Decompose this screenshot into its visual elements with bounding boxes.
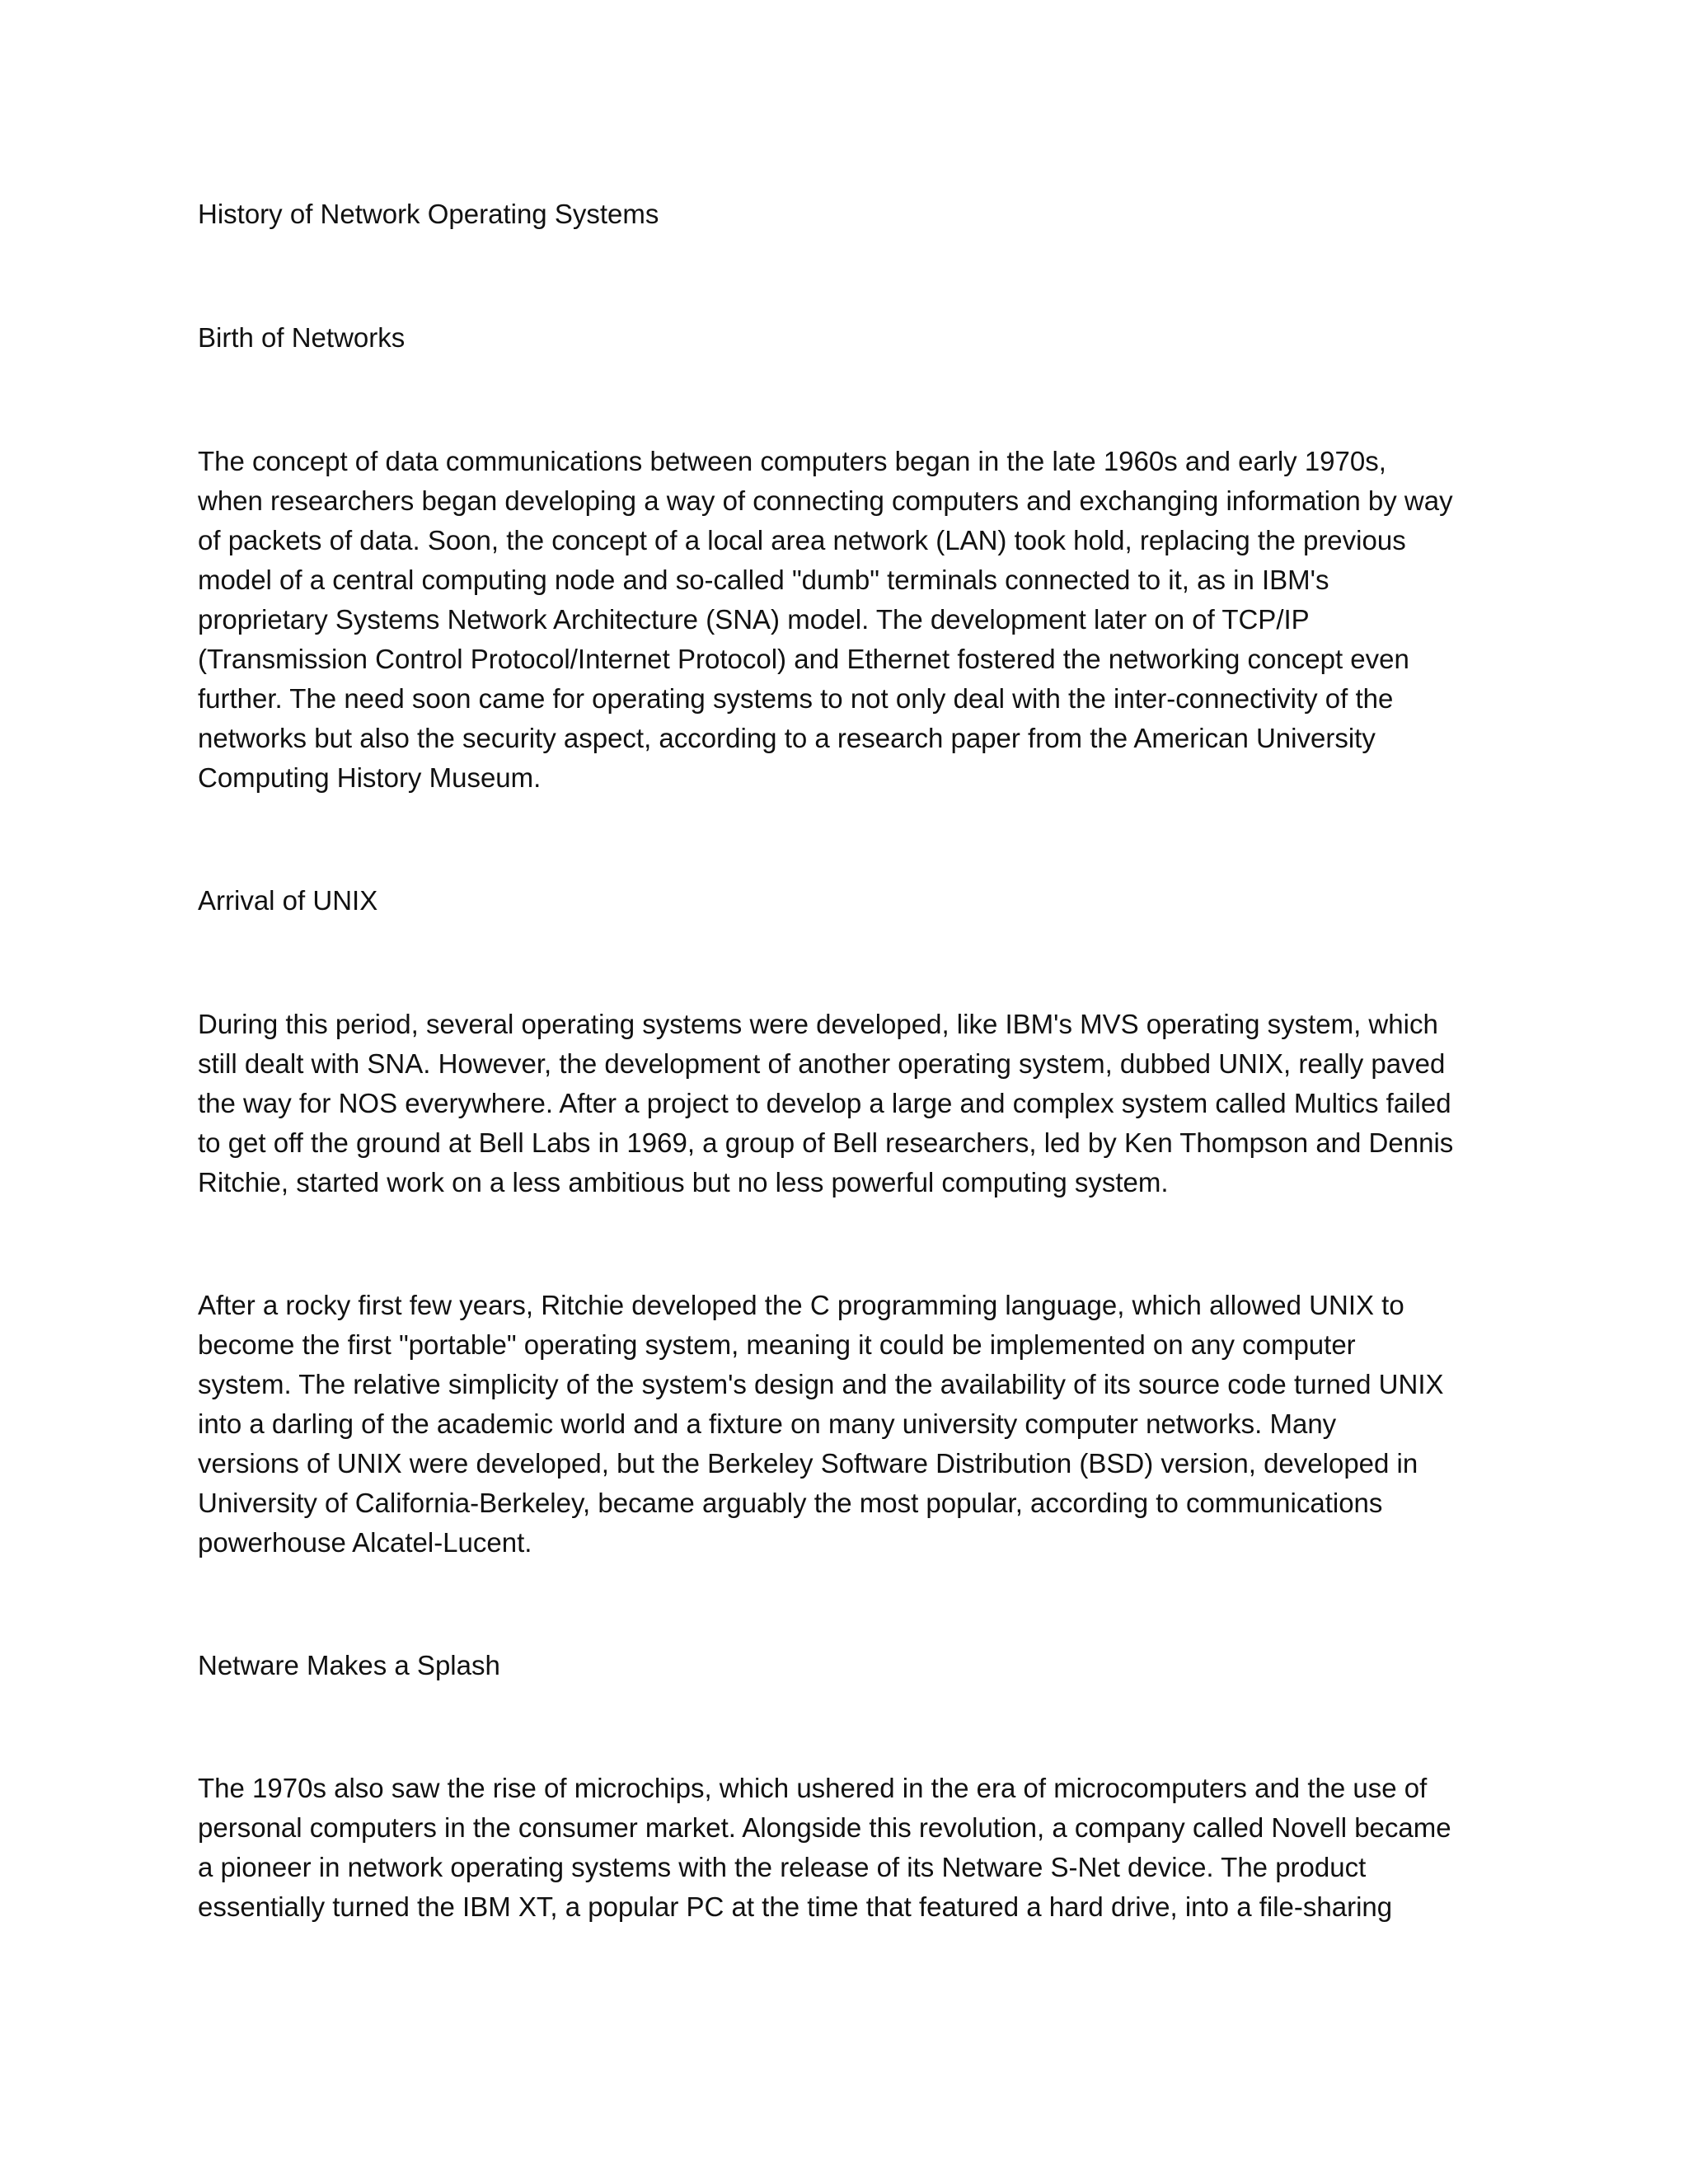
paragraph-line: Computing History Museum. bbox=[198, 762, 542, 793]
paragraph-line: networks but also the security aspect, according to a research paper from the American University bbox=[198, 723, 1376, 753]
paragraph-line: After a rocky first few years, Ritchie developed the C programming language, which allowed UNIX to bbox=[198, 1290, 1404, 1320]
paragraph-line: powerhouse Alcatel-Lucent. bbox=[198, 1527, 532, 1558]
paragraph-line: The 1970s also saw the rise of microchips, which ushered in the era of microcomputers and the use of bbox=[198, 1773, 1428, 1803]
paragraph-line: The concept of data communications between computers began in the late 1960s and early 1970s, bbox=[198, 446, 1386, 476]
paragraph-line: versions of UNIX were developed, but the Berkeley Software Distribution (BSD) version, developed in bbox=[198, 1448, 1418, 1479]
paragraph-line: During this period, several operating systems were developed, like IBM's MVS operating system, which bbox=[198, 1009, 1438, 1039]
document-title: History of Network Operating Systems bbox=[198, 199, 659, 229]
paragraph-line: of packets of data. Soon, the concept of a local area network (LAN) took hold, replacing the previous bbox=[198, 525, 1406, 555]
paragraph-line: personal computers in the consumer market. Alongside this revolution, a company called Novell became bbox=[198, 1812, 1451, 1843]
paragraph-line: still dealt with SNA. However, the development of another operating system, dubbed UNIX, really paved bbox=[198, 1048, 1446, 1079]
section-heading-arrival-of-unix: Arrival of UNIX bbox=[198, 885, 378, 916]
paragraph-line: system. The relative simplicity of the system's design and the availability of its source code turned UNIX bbox=[198, 1369, 1444, 1399]
paragraph-line: to get off the ground at Bell Labs in 1969, a group of Bell researchers, led by Ken Thompson and Dennis bbox=[198, 1127, 1454, 1158]
paragraph-line: become the first "portable" operating system, meaning it could be implemented on any computer bbox=[198, 1329, 1356, 1360]
section-heading-netware-makes-a-splash: Netware Makes a Splash bbox=[198, 1650, 500, 1680]
section-heading-birth-of-networks: Birth of Networks bbox=[198, 322, 406, 353]
paragraph-line: further. The need soon came for operating systems to not only deal with the inter-connectivity of the bbox=[198, 683, 1394, 714]
paragraph-line: Ritchie, started work on a less ambitious but no less powerful computing system. bbox=[198, 1167, 1169, 1197]
paragraph-line: proprietary Systems Network Architecture (SNA) model. The development later on of TCP/IP bbox=[198, 604, 1310, 635]
paragraph-line: (Transmission Control Protocol/Internet Protocol) and Ethernet fostered the networking concept even bbox=[198, 644, 1409, 674]
paragraph-line: University of California-Berkeley, became arguably the most popular, according to communications bbox=[198, 1488, 1383, 1518]
paragraph-line: a pioneer in network operating systems with the release of its Netware S-Net device. The product bbox=[198, 1852, 1367, 1882]
paragraph-line: the way for NOS everywhere. After a project to develop a large and complex system called Multics failed bbox=[198, 1088, 1451, 1118]
paragraph-line: essentially turned the IBM XT, a popular PC at the time that featured a hard drive, into a file-sharing bbox=[198, 1891, 1393, 1922]
paragraph-line: into a darling of the academic world and a fixture on many university computer networks. Many bbox=[198, 1408, 1337, 1439]
paragraph-line: model of a central computing node and so-called "dumb" terminals connected to it, as in IBM's bbox=[198, 565, 1329, 595]
paragraph-line: when researchers began developing a way of connecting computers and exchanging information by way bbox=[198, 485, 1453, 516]
